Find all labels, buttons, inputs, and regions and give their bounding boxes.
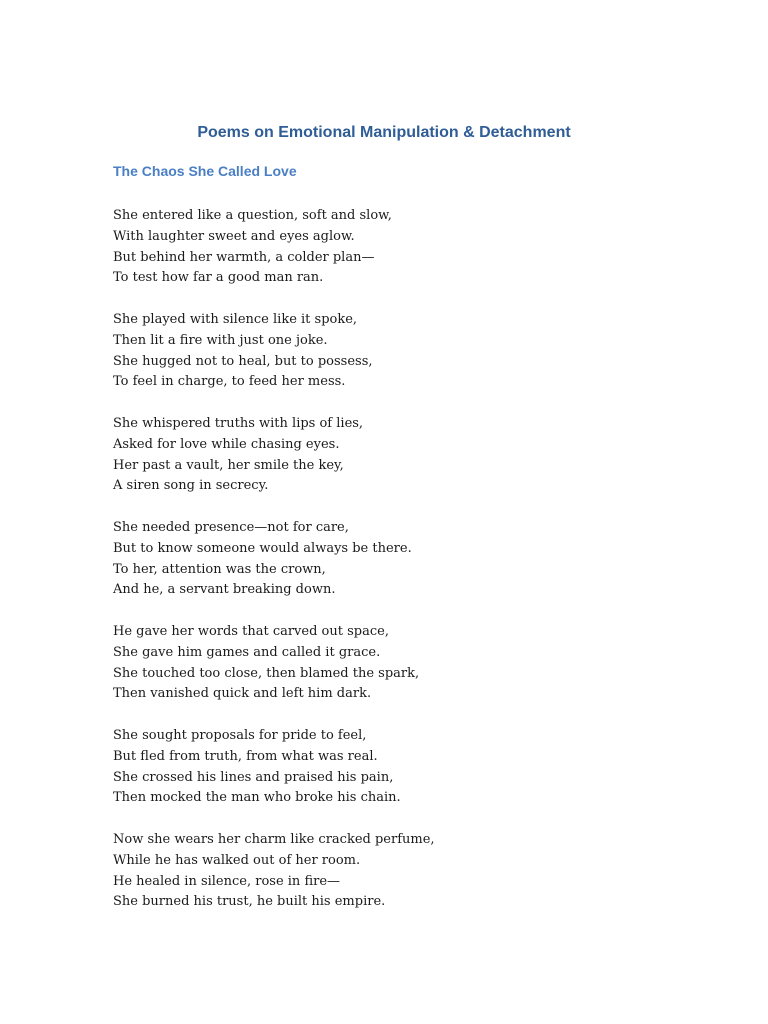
poem-line: She gave him games and called it grace. [113,644,381,660]
document-title: Poems on Emotional Manipulation & Detachment [197,124,571,141]
poem-line: To her, attention was the crown, [113,561,326,577]
poem-line: But to know someone would always be there. [113,540,412,556]
poem-line: While he has walked out of her room. [113,852,361,868]
poem-line: Then lit a fire with just one joke. [113,332,328,348]
poem-line: He healed in silence, rose in fire— [113,873,341,889]
poem-line: Her past a vault, her smile the key, [113,457,344,473]
poem-line: She entered like a question, soft and slow, [113,208,392,223]
poem-line: She crossed his lines and praised his pain, [113,769,394,785]
poem-line: She sought proposals for pride to feel, [113,727,367,743]
poem-line: She touched too close, then blamed the spark, [113,665,420,681]
poem-line: And he, a servant breaking down. [113,582,336,598]
poem-title: The Chaos She Called Love [113,163,297,179]
poem-line: She whispered truths with lips of lies, [113,415,364,431]
poem-line: To test how far a good man ran. [113,270,324,286]
poem-line: Asked for love while chasing eyes. [113,436,340,452]
poem-line: Now she wears her charm like cracked perfume, [113,831,435,847]
poem-line: She hugged not to heal, but to possess, [113,353,373,369]
poem-line: A siren song in secrecy. [113,478,269,494]
poem-line: With laughter sweet and eyes aglow. [113,228,355,244]
stanza-2 [113,310,673,393]
poem-line: He gave her words that carved out space, [113,623,389,639]
stanza-4 [113,518,673,601]
poem-line: She needed presence—not for care, [113,519,349,535]
poem-line: Then mocked the man who broke his chain. [113,790,401,806]
stanza-3 [113,414,673,497]
stanza-1 [113,206,673,289]
stanza-7 [113,830,673,913]
stanza-6 [113,726,673,809]
stanza-5 [113,622,673,705]
poem-line: She played with silence like it spoke, [113,311,358,327]
poem-line: She burned his trust, he built his empire. [113,894,386,910]
poem-line: To feel in charge, to feed her mess. [113,374,346,390]
poem-body [113,206,673,934]
poem-line: Then vanished quick and left him dark. [113,686,372,702]
poem-line: But fled from truth, from what was real. [113,748,378,764]
poem-line: But behind her warmth, a colder plan— [113,249,375,265]
